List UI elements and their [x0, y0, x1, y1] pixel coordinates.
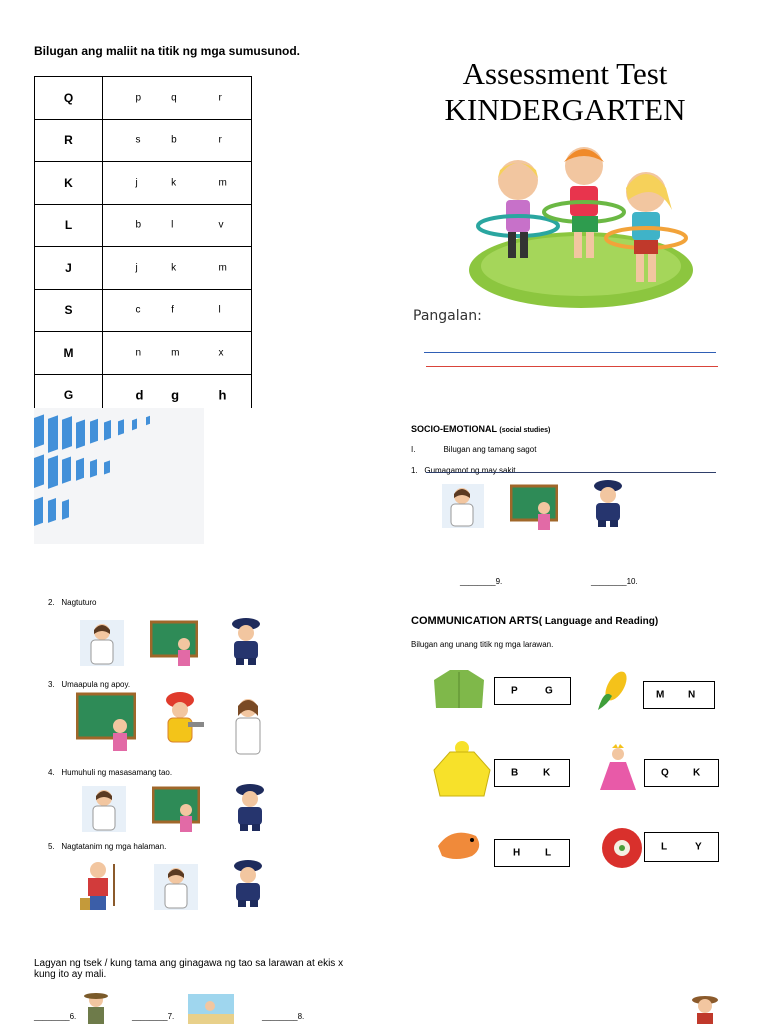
lowercase-option[interactable]: n [135, 347, 142, 359]
comm-heading: COMMUNICATION ARTS( Language and Reading) [411, 615, 659, 627]
lowercase-options [103, 247, 252, 290]
lowercase-option[interactable]: b [135, 219, 142, 231]
corn-icon [594, 668, 634, 717]
lowercase-option[interactable]: l [218, 304, 221, 316]
lowercase-option[interactable]: m [218, 177, 227, 189]
letter-table [34, 76, 252, 417]
table-row [35, 332, 252, 375]
lowercase-option[interactable]: v [218, 219, 224, 231]
blank-7: ________7. [132, 1012, 175, 1021]
farmer-icon [82, 992, 110, 1029]
lowercase-options [103, 289, 252, 332]
lowercase-option[interactable]: s [135, 134, 141, 146]
table-row [35, 289, 252, 332]
doctor-icon [226, 694, 270, 761]
lowercase-options [103, 119, 252, 162]
blank-10: ________10. [591, 577, 638, 586]
police-icon [226, 858, 270, 913]
question-4: 4. Humuhuli ng masasamang tao. [48, 768, 173, 777]
table-row [35, 204, 252, 247]
teacher-board-icon [76, 692, 136, 757]
lowercase-option[interactable]: g [171, 387, 180, 403]
socio-instruction: I. Bilugan ang tamang sagot [411, 445, 537, 454]
lowercase-option[interactable]: m [171, 347, 180, 359]
lowercase-option[interactable]: m [218, 262, 227, 274]
page-title: Assessment Test KINDERGARTEN [444, 56, 686, 127]
lowercase-option[interactable]: f [171, 304, 174, 316]
police-icon [586, 478, 630, 533]
doctor-icon [82, 786, 126, 837]
check-instruction: Lagyan ng tsek / kung tama ang ginagawa ng tao sa larawan at ekis x kung ito ay mali. [34, 958, 344, 980]
yoyo-icon [600, 822, 646, 879]
lowercase-option[interactable]: l [171, 219, 174, 231]
name-label: Pangalan: [413, 308, 482, 324]
lowercase-options [103, 77, 252, 120]
letter-box-corn[interactable]: M N [643, 681, 715, 709]
lowercase-option[interactable]: j [135, 177, 138, 189]
blank-8: ________8. [262, 1012, 305, 1021]
lowercase-options [103, 332, 252, 375]
doctor-icon [154, 864, 198, 915]
capital-letter: G [35, 374, 103, 417]
lowercase-options [103, 204, 252, 247]
capital-letter: R [35, 119, 103, 162]
capital-letter: Q [35, 77, 103, 120]
police-icon [228, 782, 272, 837]
queen-icon [596, 744, 640, 797]
doctor-icon [442, 484, 484, 533]
teacher-board-icon [150, 620, 198, 671]
lowercase-option[interactable]: r [218, 92, 222, 104]
table-row [35, 119, 252, 162]
question-2: 2. Nagtuturo [48, 598, 97, 607]
blank-6: ________6. [34, 1012, 77, 1021]
teacher-board-icon [152, 786, 200, 837]
blank-9: ________9. [460, 577, 503, 586]
raincoat-icon [432, 740, 492, 803]
lowercase-option[interactable]: b [171, 134, 177, 146]
letter-box-jacket[interactable]: P G [494, 677, 571, 705]
lowercase-option[interactable]: r [218, 134, 222, 146]
lowercase-option[interactable]: j [135, 262, 138, 274]
table-instruction: Bilugan ang maliit na titik ng mga sumusunod. [34, 44, 301, 58]
name-line-blue [424, 352, 716, 353]
firefighter-icon [158, 688, 206, 755]
lowercase-options [103, 162, 252, 205]
lowercase-option[interactable]: k [171, 262, 177, 274]
letter-box-raincoat[interactable]: B K [494, 759, 570, 787]
lowercase-option[interactable]: k [171, 177, 177, 189]
table-row [35, 77, 252, 120]
lowercase-option[interactable]: h [218, 387, 227, 403]
comm-instruction: Bilugan ang unang titik ng mga larawan. [411, 640, 554, 649]
capital-letter: K [35, 162, 103, 205]
letter-box-shrimp[interactable]: H L [494, 839, 570, 867]
lowercase-option[interactable]: c [135, 304, 141, 316]
jacket-icon [432, 668, 486, 715]
lowercase-option[interactable]: q [171, 92, 177, 104]
question-1-line [426, 472, 716, 473]
decorative-pattern [34, 408, 354, 544]
lowercase-option[interactable]: x [218, 347, 224, 359]
name-line-red [426, 366, 718, 367]
farmer-icon [78, 860, 124, 919]
question-5: 5. Nagtatanim ng mga halaman. [48, 842, 167, 851]
capital-letter: M [35, 332, 103, 375]
lowercase-option[interactable]: p [135, 92, 142, 104]
question-1: 1. Gumagamot ng may sakit. [411, 466, 518, 475]
socio-heading: SOCIO-EMOTIONAL (social studies) [411, 424, 551, 434]
shrimp-icon [432, 826, 484, 869]
letter-box-yoyo[interactable]: L Y [644, 832, 719, 862]
capital-letter: S [35, 289, 103, 332]
letter-box-queen[interactable]: Q K [644, 759, 719, 787]
doctor-icon [80, 620, 124, 671]
question-3: 3. Umaapula ng apoy. [48, 680, 131, 689]
police-icon [224, 616, 268, 671]
table-row [35, 247, 252, 290]
lowercase-option[interactable]: d [135, 387, 144, 403]
table-row [35, 162, 252, 205]
capital-letter: J [35, 247, 103, 290]
kids-hula-hoop-illustration [466, 140, 696, 315]
teacher-board-icon [510, 484, 558, 535]
capital-letter: L [35, 204, 103, 247]
